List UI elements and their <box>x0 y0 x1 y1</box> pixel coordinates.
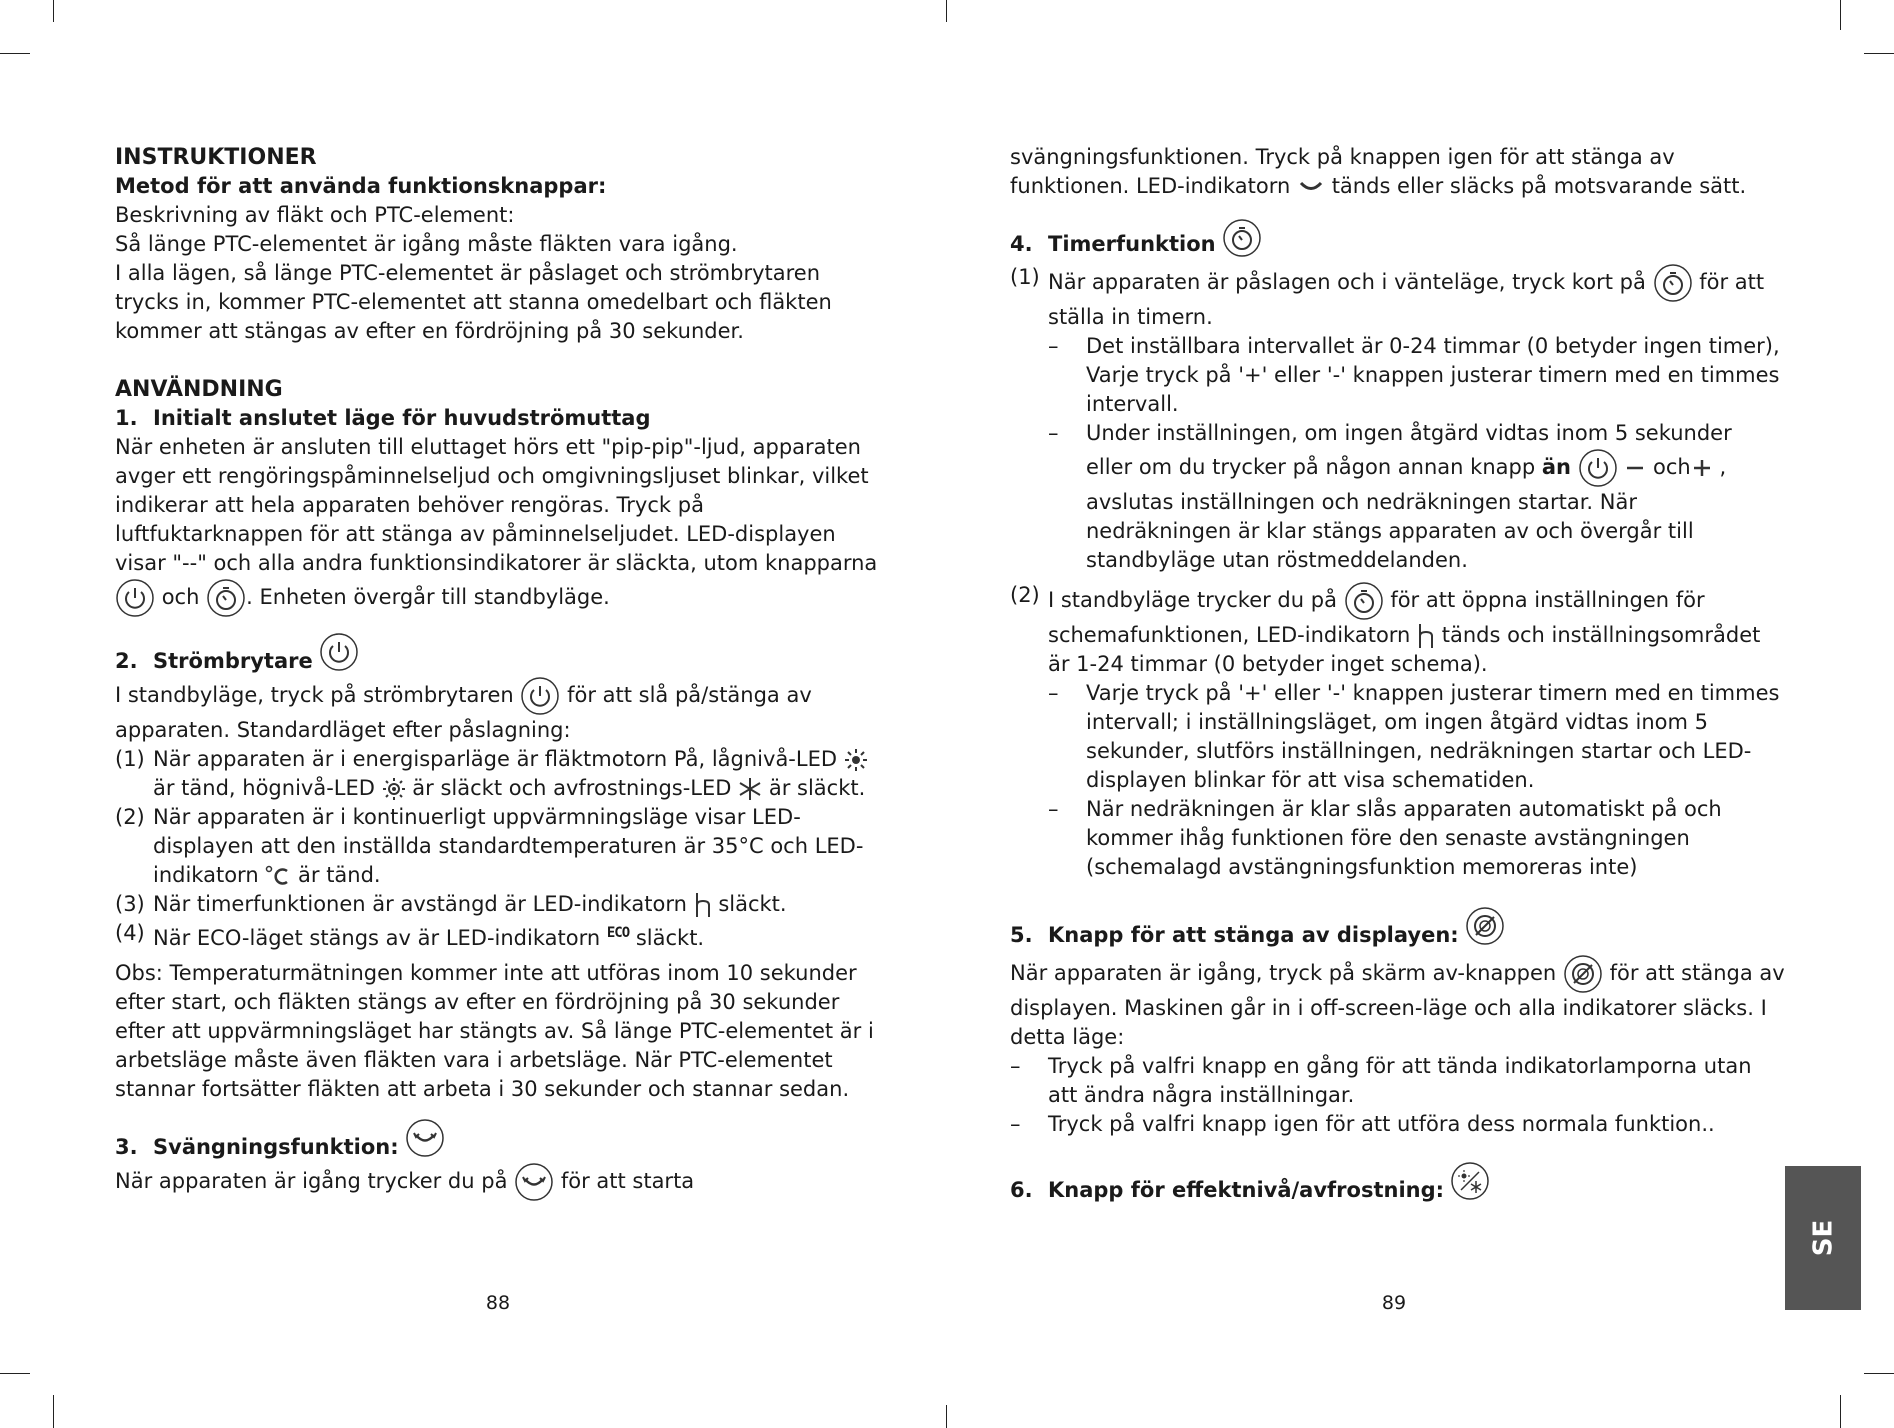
language-tab-label: SE <box>1808 1219 1838 1257</box>
plus-icon <box>1691 457 1713 479</box>
text: När ECO-läget stängs av är LED-indikatorn <box>153 926 601 950</box>
timer-icon <box>1344 581 1384 621</box>
section-title: Svängningsfunktion: <box>153 1135 399 1159</box>
dash-item <box>1010 1052 1785 1110</box>
section-title: Initialt anslutet läge för huvudströmuttag <box>153 406 651 430</box>
dash: – <box>1048 681 1059 705</box>
section-6-heading <box>1010 1176 1785 1205</box>
text: , <box>1719 455 1727 479</box>
dash-item <box>1048 795 1785 882</box>
section-title: Knapp för effektnivå/avfrostning: <box>1048 1178 1445 1202</box>
text: När apparaten är i kontinuerligt uppvärmningsläge visar LED-displayen att den inställda standardtemperaturen är 35°C och LED-indikatorn <box>153 805 864 887</box>
oscillation-icon <box>514 1162 554 1202</box>
obs-note: Obs: Temperaturmätningen kommer inte att utföras inom 10 sekunder efter start, och fläkten stängs av efter en fördröjning på 30 sekunder efter att uppvärmningsläget har stängts av. Så länge PTC-elementet är i arbetsläge måste även fläkten vara i arbetsläge. När PTC-elementet stannar fortsätter fläkten att arbeta i 30 sekunder och stannar sedan. <box>115 961 874 1101</box>
text: svängningsfunktionen. Tryck på knappen igen för att stänga av funktionen. LED-indikatorn <box>1010 145 1675 198</box>
language-tab <box>1785 1166 1861 1310</box>
item-number: (2) <box>115 805 145 829</box>
section-1-text <box>115 433 885 618</box>
dash: – <box>1010 1112 1021 1136</box>
text: för att starta <box>560 1169 695 1193</box>
usage-title: ANVÄNDNING <box>115 377 283 402</box>
section-1-heading <box>115 404 885 433</box>
list-item <box>1010 263 1785 332</box>
text: tänds och inställningsområdet är 1-24 timmar (0 betyder inget schema). <box>1048 623 1761 676</box>
text: När timerfunktionen är avstängd är LED-indikatorn <box>153 892 687 916</box>
text: När apparaten är påslagen och i vänteläge, tryck kort på <box>1048 270 1646 294</box>
section-number: 6. <box>1010 1178 1033 1202</box>
text: eller om du trycker på någon annan knapp <box>1086 455 1536 479</box>
text: och <box>161 585 200 609</box>
dash-item <box>1048 679 1785 795</box>
hour-icon <box>1417 623 1435 649</box>
page-title: INSTRUKTIONER <box>115 145 317 170</box>
text: När nedräkningen är klar slås apparaten automatiskt på och kommer ihåg funktionen före den senaste avstängningen (schemalagd avstängningsfunktion memoreras inte) <box>1086 797 1722 879</box>
text: avslutas inställningen och nedräkningen startar. När nedräkningen är klar stängs apparaten av och övergår till standbyläge utan röstmeddelanden. <box>1086 490 1694 572</box>
text: När apparaten är i energisparläge är fläktmotorn På, lågnivå-LED <box>153 747 838 771</box>
dash: – <box>1048 421 1059 445</box>
dash-item <box>1048 419 1785 575</box>
celsius-icon <box>265 865 291 887</box>
text: släckt. <box>635 926 705 950</box>
text: för att ställa in timern. <box>1048 270 1765 329</box>
section-number: 2. <box>115 649 138 673</box>
oscillation-icon <box>405 1118 445 1158</box>
section-number: 3. <box>115 1135 138 1159</box>
dash: – <box>1048 797 1059 821</box>
screen-off-icon <box>1465 906 1505 946</box>
section-number: 5. <box>1010 923 1033 947</box>
item-number: (1) <box>115 747 145 771</box>
text: I standbyläge trycker du på <box>1048 588 1337 612</box>
right-page <box>1010 143 1785 1205</box>
screen-off-icon <box>1563 954 1603 994</box>
crop-mark <box>1840 1395 1841 1428</box>
crop-mark <box>0 1373 30 1374</box>
dash: – <box>1010 1054 1021 1078</box>
timer-icon <box>1222 218 1262 258</box>
text: och <box>1653 455 1691 479</box>
section-2-heading <box>115 647 885 676</box>
text: är släckt och avfrostnings-LED <box>412 776 732 800</box>
oscillation-indicator-icon <box>1297 180 1325 194</box>
text: släckt. <box>718 892 787 916</box>
power-level-defrost-icon <box>1450 1161 1490 1201</box>
list-item <box>115 803 885 890</box>
power-icon <box>115 578 155 618</box>
section-4-heading <box>1010 230 1785 259</box>
crop-mark <box>946 1405 947 1428</box>
section-title: Strömbrytare <box>153 649 313 673</box>
crop-mark <box>946 0 947 22</box>
list-item <box>115 919 885 953</box>
crop-mark <box>53 1395 54 1428</box>
page-number: 88 <box>485 1292 511 1314</box>
text: för att öppna inställningen för schemafunktionen, LED-indikatorn <box>1048 588 1705 647</box>
text: När enheten är ansluten till eluttaget hörs ett "pip-pip"-ljud, apparaten avger ett rengöringspåminnelseljud och omgivningsljuset blinkar, vilket indikerar att hela apparaten behöver rengöras. Tryck på luftfuktarknappen för att stänga av påminnelseljudet. LED-displayen visar "--" och alla andra funktionsindikatorer är släckta, utom knapparna <box>115 435 878 575</box>
minus-icon <box>1624 457 1646 479</box>
text: för att slå på/stänga av apparaten. Standardläget efter påslagning: <box>115 683 812 742</box>
intro-line: Beskrivning av fläkt och PTC-element: <box>115 203 515 227</box>
power-icon <box>319 632 359 672</box>
item-number: (3) <box>115 892 145 916</box>
crop-mark <box>1864 53 1894 54</box>
item-number: (4) <box>115 921 145 945</box>
text: för att stänga av displayen. Maskinen går in i off-screen-läge och alla indikatorer släcks. I detta läge: <box>1010 961 1785 1049</box>
section-title: Timerfunktion <box>1048 232 1216 256</box>
intro-line: I alla lägen, så länge PTC-elementet är påslaget och strömbrytaren trycks in, kommer PTC-elementet att stanna omedelbart och fläkten kommer att stängas av efter en fördröjning på 30 sekunder. <box>115 261 832 343</box>
text: Tryck på valfri knapp igen för att utföra dess normala funktion.. <box>1048 1112 1715 1136</box>
item-number: (2) <box>1010 583 1040 607</box>
text: I standbyläge, tryck på strömbrytaren <box>115 683 514 707</box>
page-number: 89 <box>1381 1292 1407 1314</box>
section-number: 1. <box>115 406 138 430</box>
low-level-icon <box>844 748 868 772</box>
timer-icon <box>206 578 246 618</box>
crop-mark <box>0 53 30 54</box>
intro-line: Så länge PTC-elementet är igång måste fläkten vara igång. <box>115 232 738 256</box>
continued-text <box>1010 143 1785 201</box>
section-2-text <box>115 676 885 745</box>
text: Varje tryck på '+' eller '-' knappen justerar timern med en timmes intervall; i inställningsläget, om ingen åtgärd vidtas inom 5 sekunder, slutförs inställningen, nedräkningen startar och LED-displayen blinkar för att visa schematiden. <box>1086 681 1780 792</box>
text: Under inställningen, om ingen åtgärd vidtas inom 5 sekunder <box>1086 421 1732 445</box>
section-number: 4. <box>1010 232 1033 256</box>
left-page <box>115 143 885 1202</box>
crop-mark <box>53 0 54 22</box>
text: tänds eller släcks på motsvarande sätt. <box>1331 174 1747 198</box>
subtitle: Metod för att använda funktionsknappar: <box>115 174 607 198</box>
text: är tänd, högnivå-LED <box>153 776 375 800</box>
section-3-heading <box>115 1133 885 1162</box>
text: . Enheten övergår till standbyläge. <box>246 585 610 609</box>
text: Tryck på valfri knapp en gång för att tända indikatorlamporna utan att ändra några inställningar. <box>1048 1054 1752 1107</box>
text: Det inställbara intervallet är 0-24 timmar (0 betyder ingen timer), Varje tryck på '+' eller '-' knappen justerar timern med en timmes intervall. <box>1086 334 1780 416</box>
text: än <box>1541 455 1571 479</box>
dash: – <box>1048 334 1059 358</box>
item-number: (1) <box>1010 265 1040 289</box>
eco-icon: ECO <box>606 925 630 941</box>
snowflake-icon <box>738 777 762 801</box>
text: När apparaten är igång trycker du på <box>115 1169 508 1193</box>
text: är tänd. <box>298 863 381 887</box>
crop-mark <box>1864 1373 1894 1374</box>
section-3-text <box>115 1162 885 1202</box>
power-icon <box>1578 448 1618 488</box>
crop-mark <box>1840 0 1841 30</box>
timer-icon <box>1653 263 1693 303</box>
hour-icon <box>694 892 712 918</box>
text: När apparaten är igång, tryck på skärm av-knappen <box>1010 961 1557 985</box>
high-level-icon <box>382 777 406 801</box>
section-5-text <box>1010 954 1785 1052</box>
section-5-heading <box>1010 921 1785 950</box>
dash-item <box>1010 1110 1785 1139</box>
list-item <box>1010 581 1785 679</box>
list-item <box>115 745 885 803</box>
list-item <box>115 890 885 919</box>
power-icon <box>520 676 560 716</box>
text: är släckt. <box>768 776 866 800</box>
dash-item <box>1048 332 1785 419</box>
section-title: Knapp för att stänga av displayen: <box>1048 923 1459 947</box>
